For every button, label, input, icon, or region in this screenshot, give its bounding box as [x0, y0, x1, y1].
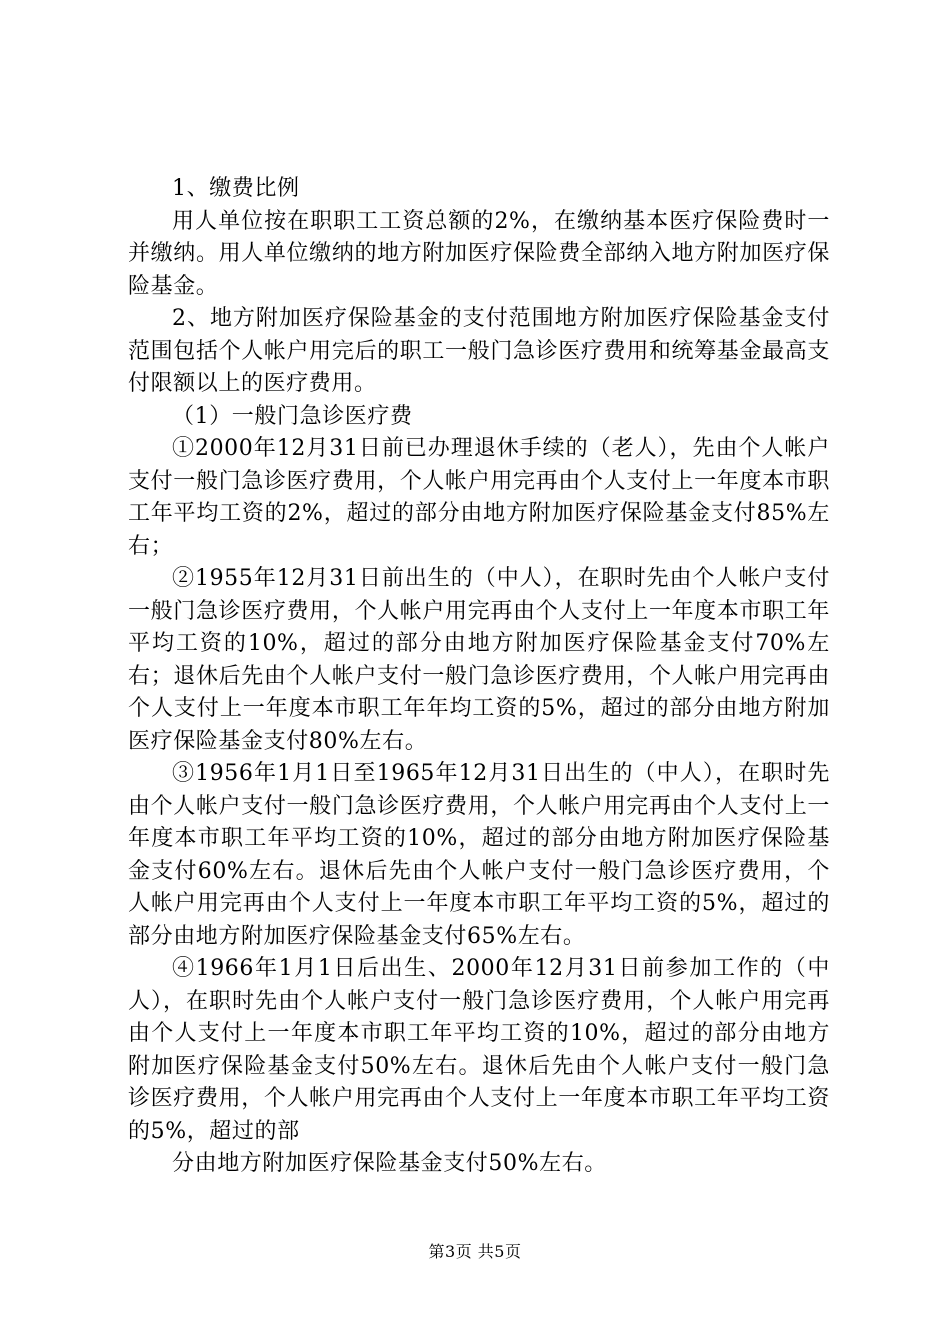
section-heading-payment-ratio: 1、缴费比例 [172, 176, 300, 201]
paragraph-item-2: ②1955年12月31日前出生的（中人），在职时先由个人帐户支付一般门急诊医疗费用，个人帐户用完再由个人支付上一年度本市职工年平均工资的10%，超过的部分由地方附加医疗保险基金支付70%左右；退休后先由个人帐户支付一般门急诊医疗费用，个人帐户用完再由个人支付上一年度本市职工年年均工资的5%，超过的部分由地方附加医疗保险基金支付80%左右。 [128, 566, 830, 754]
subheading-outpatient-fees: （1）一般门急诊医疗费 [172, 403, 413, 429]
paragraph-employer-contribution: 用人单位按在职职工工资总额的2%，在缴纳基本医疗保险费时一并缴纳。用人单位缴纳的地方附加医疗保险费全部纳入地方附加医疗保险基金。 [128, 208, 830, 299]
paragraph-fund-scope: 2、地方附加医疗保险基金的支付范围地方附加医疗保险基金支付范围包括个人帐户用完后的职工一般门急诊医疗费用和统筹基金最高支付限额以上的医疗费用。 [128, 306, 830, 396]
paragraph-item-4-continued: 分由地方附加医疗保险基金支付50%左右。 [172, 1151, 607, 1176]
paragraph-item-4: ④1966年1月1日后出生、2000年12月31日前参加工作的（中人），在职时先由个人帐户支付一般门急诊医疗费用，个人帐户用完再由个人支付上一年度本市职工年平均工资的10%，超过的部分由地方附加医疗保险基金支付50%左右。退休后先由个人帐户支付一般门急诊医疗费用，个人帐户用完再由个人支付上一年度本市职工年平均工资的5%，超过的部 [128, 956, 830, 1144]
paragraph-item-3: ③1956年1月1日至1965年12月31日出生的（中人），在职时先由个人帐户支付一般门急诊医疗费用，个人帐户用完再由个人支付上一年度本市职工年平均工资的10%，超过的部分由地方附加医疗保险基金支付60%左右。退休后先由个人帐户支付一般门急诊医疗费用，个人帐户用完再由个人支付上一年度本市职工年平均工资的5%，超过的部分由地方附加医疗保险基金支付65%左右。 [128, 761, 830, 949]
paragraph-item-1: ①2000年12月31日前已办理退休手续的（老人），先由个人帐户支付一般门急诊医疗费用，个人帐户用完再由个人支付上一年度本市职工年平均工资的2%，超过的部分由地方附加医疗保险基金支付85%左右； [128, 436, 830, 559]
document-body [128, 173, 830, 1181]
page-footer: 第3页 共5页 [428, 1242, 522, 1261]
